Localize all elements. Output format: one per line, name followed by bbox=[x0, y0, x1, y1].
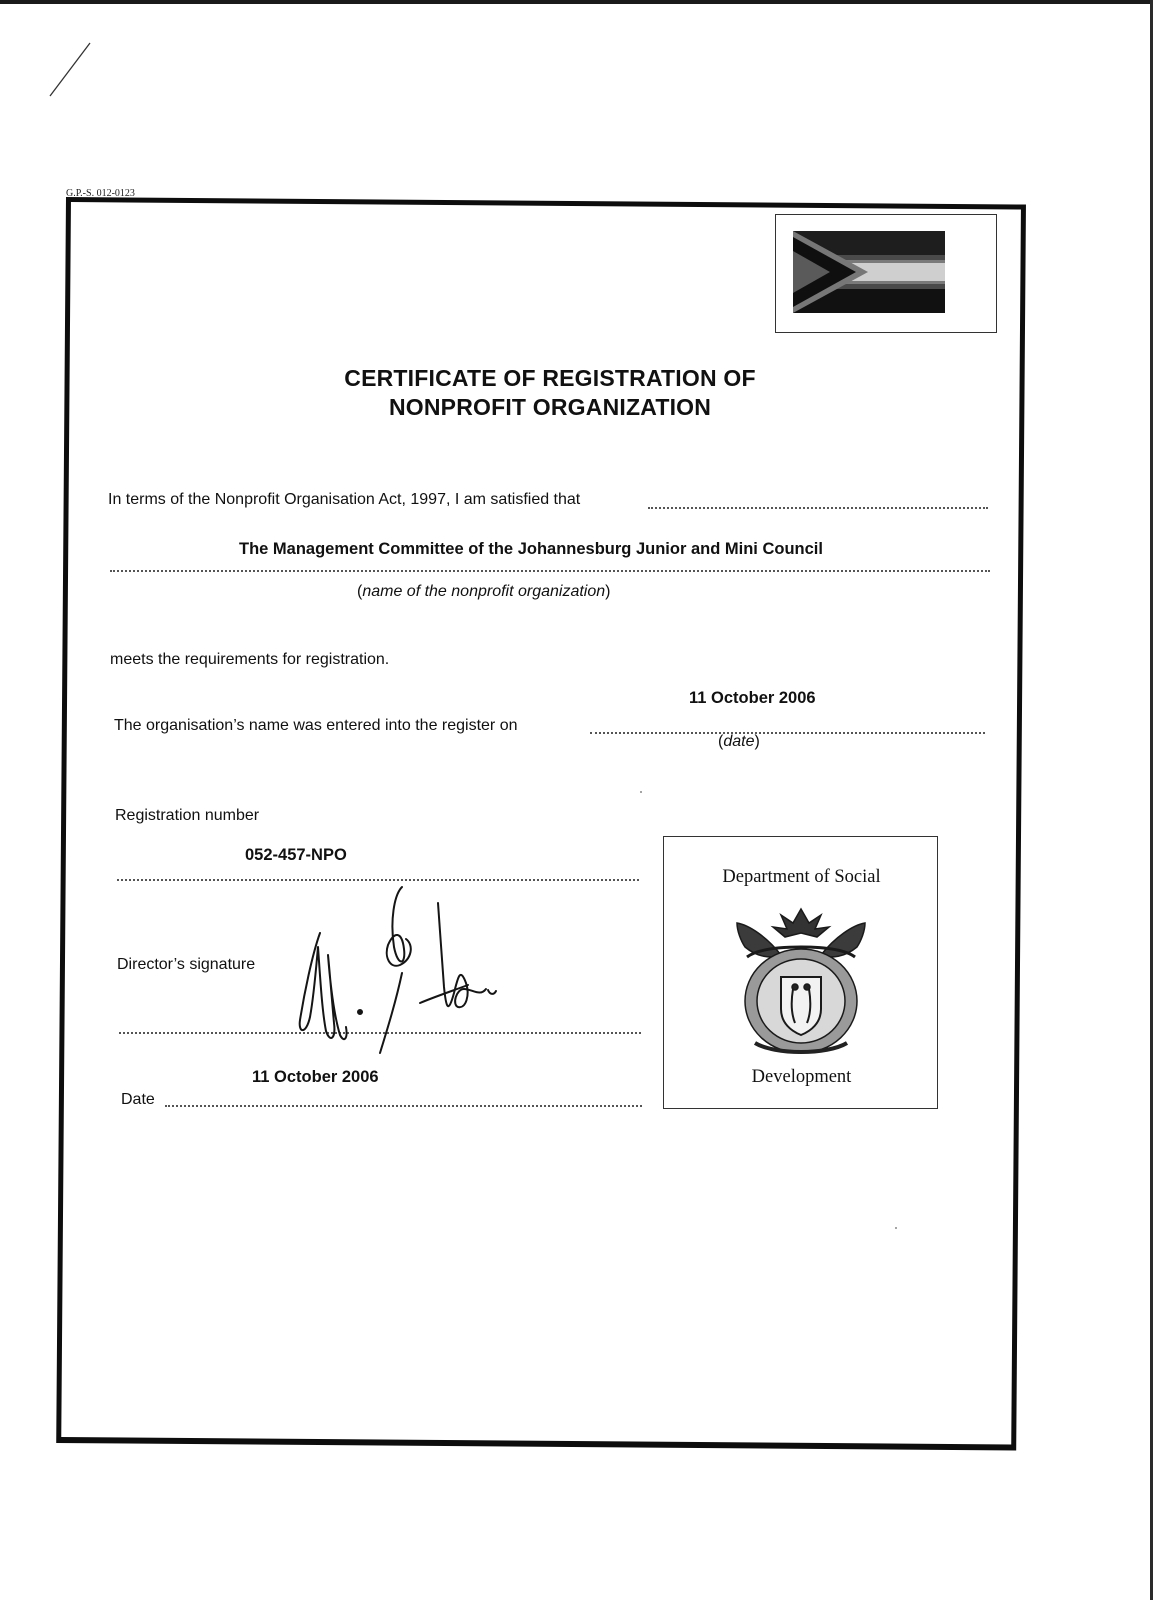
organization-dotted-line bbox=[110, 570, 990, 572]
pen-mark bbox=[44, 40, 94, 100]
date-caption-close-paren: ) bbox=[754, 733, 760, 750]
organization-caption bbox=[357, 583, 610, 601]
organization-name: The Management Committee of the Johannesburg Junior and Mini Council bbox=[239, 540, 823, 558]
caption-text: name of the nonprofit organization bbox=[362, 583, 606, 600]
certificate-title-line1: CERTIFICATE OF REGISTRATION OF bbox=[344, 365, 756, 391]
signature-label: Director’s signature bbox=[117, 956, 256, 973]
intro-text: In terms of the Nonprofit Organisation Act, 1997, I am satisfied that bbox=[108, 491, 581, 508]
stamp-line1: Department of Social bbox=[722, 867, 881, 887]
date-caption-open-paren: ( bbox=[718, 733, 724, 750]
registration-label: Registration number bbox=[115, 807, 260, 824]
certificate-title-line2: NONPROFIT ORGANIZATION bbox=[388, 394, 712, 420]
requirements-text: meets the requirements for registration. bbox=[110, 651, 390, 668]
scan-right-edge bbox=[1150, 0, 1153, 1600]
register-text: The organisation’s name was entered into the register on bbox=[114, 717, 518, 734]
intro-dotted-line bbox=[648, 507, 988, 509]
date-label: Date bbox=[121, 1091, 155, 1108]
caption-close-paren: ) bbox=[605, 583, 611, 600]
caption-open-paren: ( bbox=[357, 583, 363, 600]
scan-speck bbox=[640, 791, 642, 793]
date-dotted-line bbox=[165, 1105, 642, 1107]
handwritten-signature-icon bbox=[290, 885, 515, 1065]
scan-speck bbox=[895, 1227, 897, 1229]
register-date: 11 October 2006 bbox=[689, 689, 816, 707]
flag-box bbox=[775, 214, 997, 333]
registration-number: 052-457-NPO bbox=[245, 846, 347, 864]
date-caption-text: date bbox=[723, 733, 755, 750]
department-stamp bbox=[663, 836, 938, 1109]
date-caption bbox=[718, 733, 760, 751]
form-code: G.P.-S. 012-0123 bbox=[66, 188, 135, 199]
stamp-line2: Development bbox=[751, 1067, 852, 1087]
registration-dotted-line bbox=[117, 879, 639, 881]
south-africa-flag-icon bbox=[776, 215, 995, 331]
register-dotted-line bbox=[590, 732, 985, 734]
coat-of-arms-icon bbox=[731, 897, 871, 1057]
signed-date: 11 October 2006 bbox=[252, 1068, 379, 1086]
scan-top-edge bbox=[0, 0, 1150, 4]
